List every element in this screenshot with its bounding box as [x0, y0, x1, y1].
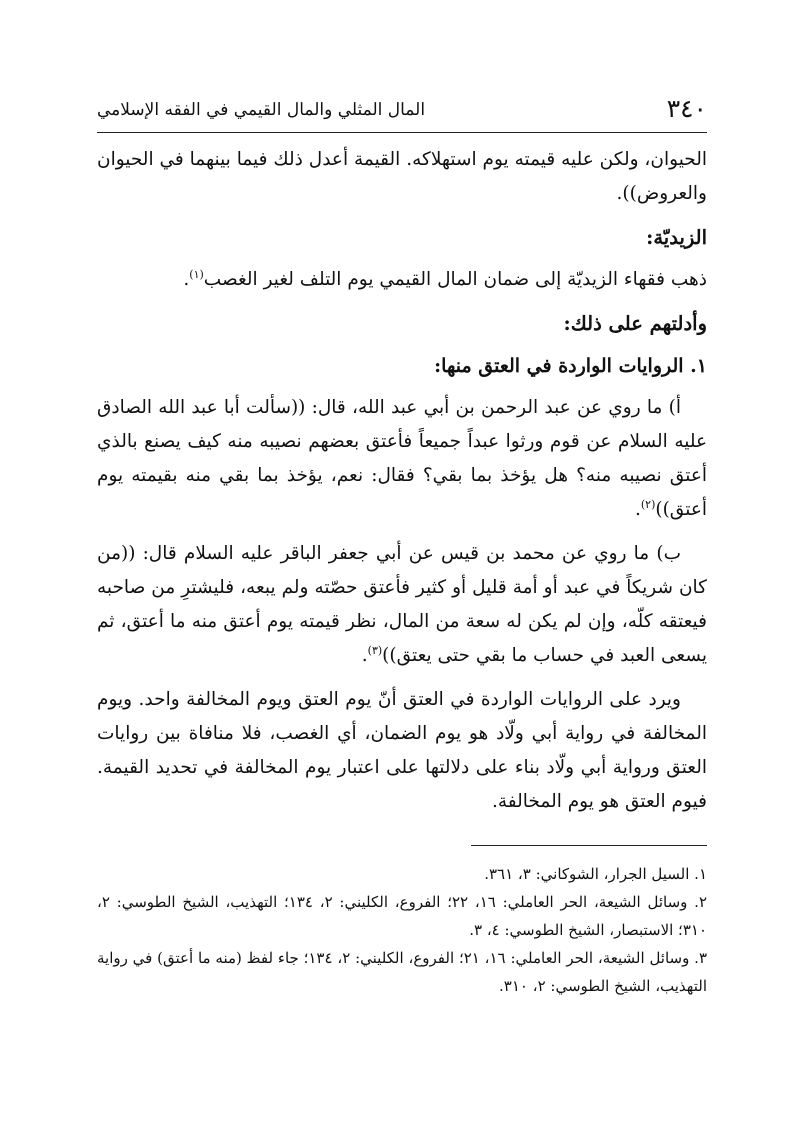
paragraph-narration-a: [97, 391, 707, 527]
paragraph-end: .: [361, 645, 368, 666]
paragraph-end: .: [634, 499, 641, 520]
heading-evidence: وأدلتهم على ذلك:: [563, 312, 707, 335]
footnote-ref-3: (٣): [367, 643, 383, 657]
body-text: [97, 143, 707, 819]
heading-narrations: ١. الروايات الواردة في العتق منها:: [434, 355, 707, 377]
spacer: [97, 673, 707, 683]
page-number: ٣٤٠: [666, 94, 707, 123]
spacer: [97, 527, 707, 537]
book-page: [97, 88, 707, 1098]
footnote-separator: [471, 845, 707, 846]
footnote-3: ٣. وسائل الشيعة، الحر العاملي: ١٦، ٢١؛ الفروع، الكليني: ٢، ١٣٤؛ جاء لفظ (منه ما أعتق) في رواية التهذيب، الشيخ الطوسي: ٢، ٣١٠.: [97, 949, 708, 995]
running-title: المال المثلي والمال القيمي في الفقه الإسلامي: [97, 100, 426, 120]
paragraph-text: ب) ما روي عن محمد بن قيس عن أبي جعفر الباقر عليه السلام قال: ((من كان شريكاً في عبد أو أمة قليل أو كثير فأعتق حصّته ولم يبعه، فليشترِ من صاحبه فيعتقه كلّه، وإن لم يكن له سعة من المال، نظر قيمته يوم أعتق منه ما أعتق، ثم يسعى العبد في حساب ما بقي حتى يعتق)): [97, 543, 707, 666]
paragraph-zaidiyya: [97, 263, 707, 297]
heading-zaidiyya: الزيديّة:: [646, 226, 707, 249]
paragraph-narration-b: [97, 537, 707, 673]
page-header: [97, 88, 707, 133]
footnote-ref-2: (٢): [640, 497, 656, 511]
footnote-2: ٢. وسائل الشيعة، الحر العاملي: ١٦، ٢٢؛ الفروع، الكليني: ٢، ١٣٤؛ التهذيب، الشيخ الطوسي: ٢، ٣١٠؛ الاستبصار، الشيخ الطوسي: ٤، ٣.: [97, 893, 708, 939]
paragraph-text: أ) ما روي عن عبد الرحمن بن أبي عبد الله، قال: ((سألت أبا عبد الله الصادق عليه السلام عن قوم ورثوا عبداً جميعاً فأعتق بعضهم نصيبه منه كيف يصنع بالذي أعتق نصيبه منه؟ هل يؤخذ بما بقي؟ فقال: نعم، يؤخذ بما بقي منه بقيمته يوم أعتق)): [97, 397, 707, 520]
paragraph-text: ويرد على الروايات الواردة في العتق أنّ يوم العتق ويوم المخالفة واحد. ويوم المخالفة في رواية أبي ولّاد هو يوم الضمان، أي الغصب، فلا منافاة بين روايات العتق ورواية أبي ولّاد بناء على دلالتها على اعتبار يوم المخالفة في تحديد القيمة. فيوم العتق هو يوم المخالفة.: [97, 689, 707, 812]
paragraph-discussion: [97, 683, 707, 819]
footnotes: [97, 860, 707, 1000]
paragraph-end: .: [183, 269, 190, 290]
paragraph-continuation: [97, 143, 707, 211]
footnote-ref-1: (١): [189, 267, 204, 281]
paragraph-text: ذهب فقهاء الزيديّة إلى ضمان المال القيمي يوم التلف لغير الغصب: [203, 269, 707, 290]
paragraph-text: الحيوان، ولكن عليه قيمته يوم استهلاكه. القيمة أعدل ذلك فيما بينهما في الحيوان والعروض)).: [97, 149, 707, 204]
footnote-1: ١. السيل الجرار، الشوكاني: ٣، ٣٦١.: [484, 865, 707, 883]
